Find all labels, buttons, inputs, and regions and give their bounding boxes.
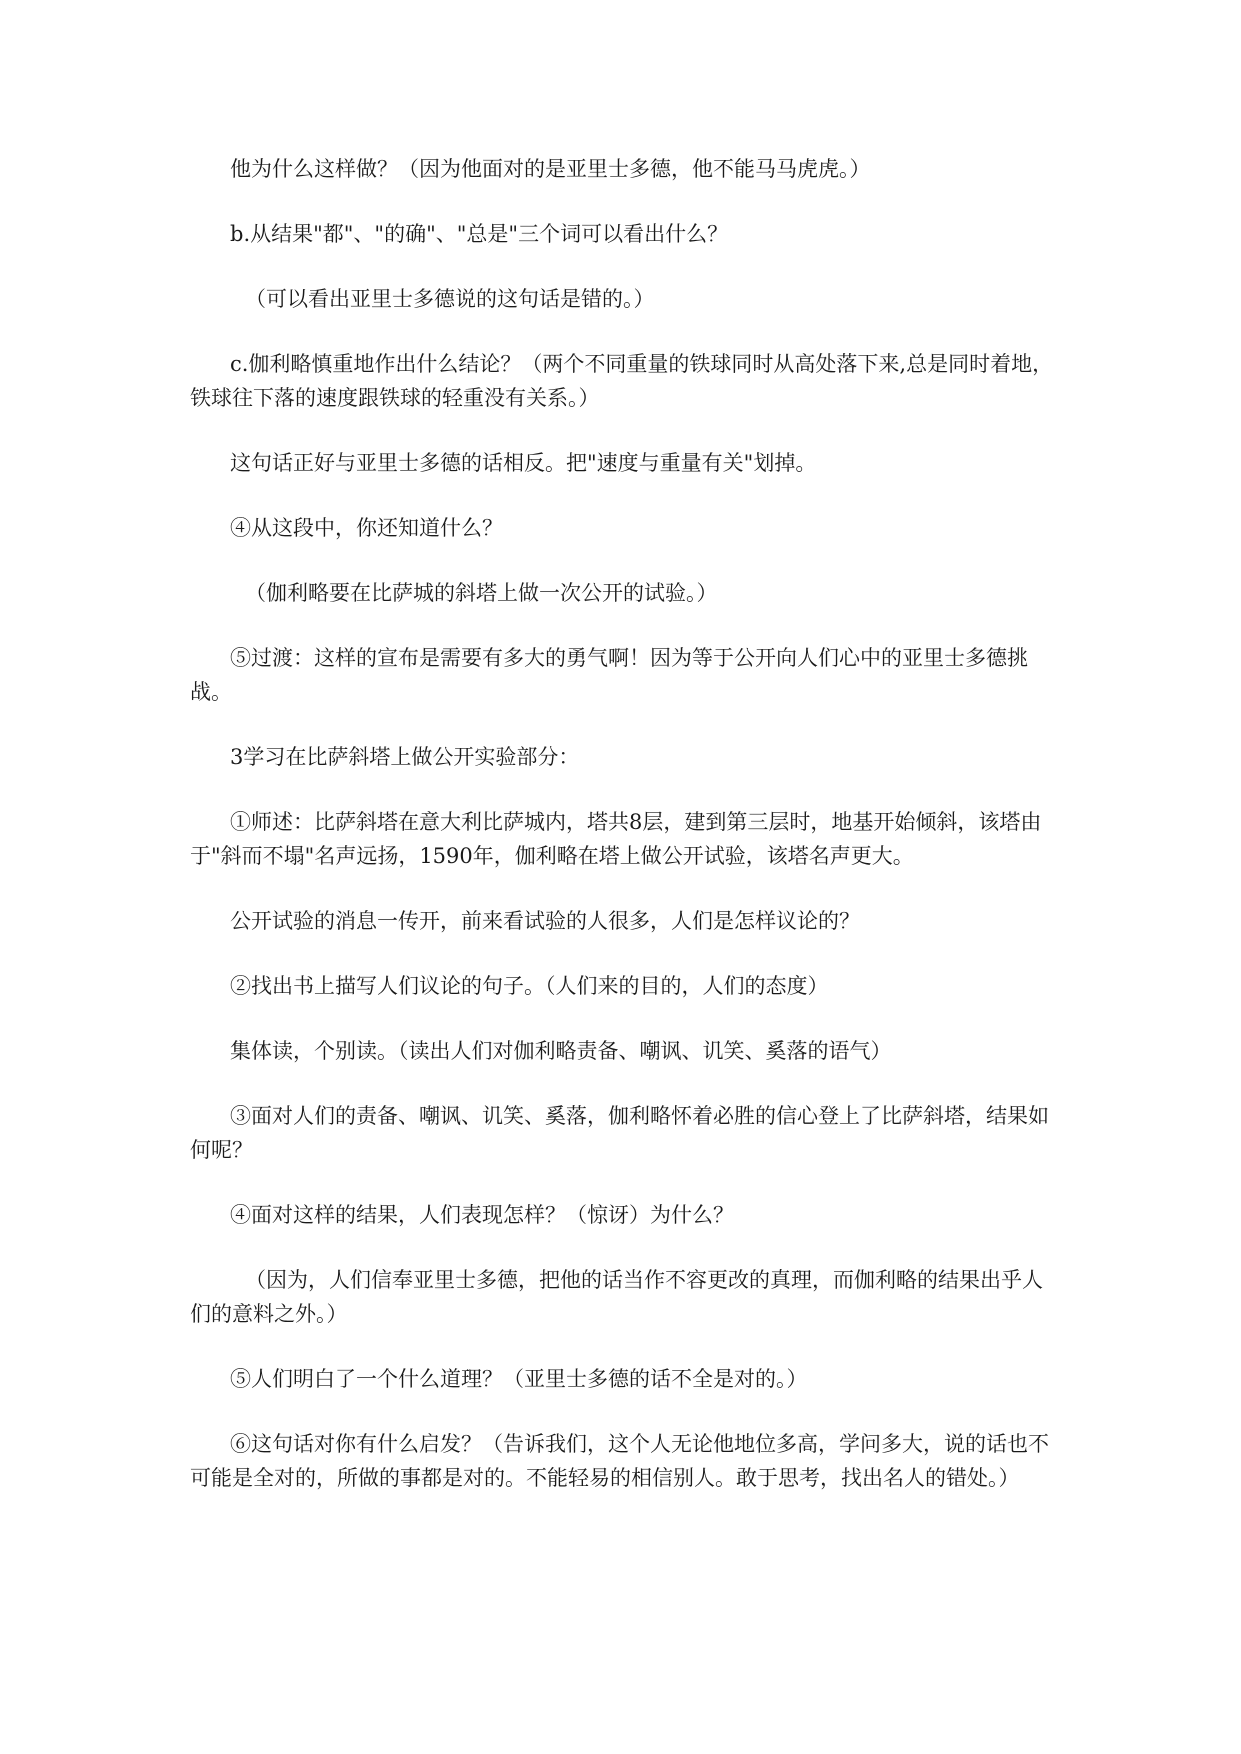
paragraph-inspiration: ⑥这句话对你有什么启发？（告诉我们，这个人无论他地位多高，学问多大，说的话也不可能是全对的，所做的事都是对的。不能轻易的相信别人。敢于思考，找出名人的错处。） — [190, 1432, 1049, 1490]
paragraph-answer-b: （可以看出亚里士多德说的这句话是错的。） — [245, 287, 655, 311]
paragraph-transition: ⑤过渡：这样的宣布是需要有多大的勇气啊！因为等于公开向人们心中的亚里士多德挑战。 — [190, 646, 1028, 704]
paragraph-answer-4: （伽利略要在比萨城的斜塔上做一次公开的试验。） — [245, 581, 718, 605]
paragraph-section-3: 3学习在比萨斜塔上做公开实验部分： — [230, 745, 580, 769]
paragraph-reading: 集体读，个别读。（读出人们对伽利略责备、嘲讽、讥笑、奚落的语气） — [230, 1039, 892, 1063]
paragraph-question-c: c.伽利略慎重地作出什么结论？（两个不同重量的铁球同时从高处落下来,总是同时着地，铁球往下落的速度跟铁球的轻重没有关系。） — [190, 352, 1054, 410]
paragraph-question-b: b.从结果"都"、"的确"、"总是"三个词可以看出什么？ — [230, 222, 729, 246]
paragraph-teacher-narration: ①师述：比萨斜塔在意大利比萨城内，塔共8层，建到第三层时，地基开始倾斜，该塔由于"斜而不塌"名声远扬，1590年，伽利略在塔上做公开试验，该塔名声更大。 — [190, 810, 1042, 868]
paragraph-why-careful: 他为什么这样做？（因为他面对的是亚里士多德，他不能马马虎虎。） — [230, 157, 871, 181]
paragraph-lesson: ⑤人们明白了一个什么道理？（亚里士多德的话不全是对的。） — [230, 1367, 808, 1391]
paragraph-reaction: ④面对这样的结果，人们表现怎样？（惊讶）为什么？ — [230, 1203, 734, 1227]
paragraph-facing-criticism: ③面对人们的责备、嘲讽、讥笑、奚落，伽利略怀着必胜的信心登上了比萨斜塔，结果如何呢？ — [190, 1104, 1049, 1162]
paragraph-step-4: ④从这段中，你还知道什么？ — [230, 516, 503, 540]
paragraph-opposite: 这句话正好与亚里士多德的话相反。把"速度与重量有关"划掉。 — [230, 451, 817, 475]
paragraph-because: （因为，人们信奉亚里士多德，把他的话当作不容更改的真理，而伽利略的结果出乎人们的意料之外。） — [190, 1268, 1043, 1326]
paragraph-find-sentences: ②找出书上描写人们议论的句子。（人们来的目的，人们的态度） — [230, 974, 829, 998]
paragraph-public-test: 公开试验的消息一传开，前来看试验的人很多，人们是怎样议论的？ — [230, 909, 860, 933]
